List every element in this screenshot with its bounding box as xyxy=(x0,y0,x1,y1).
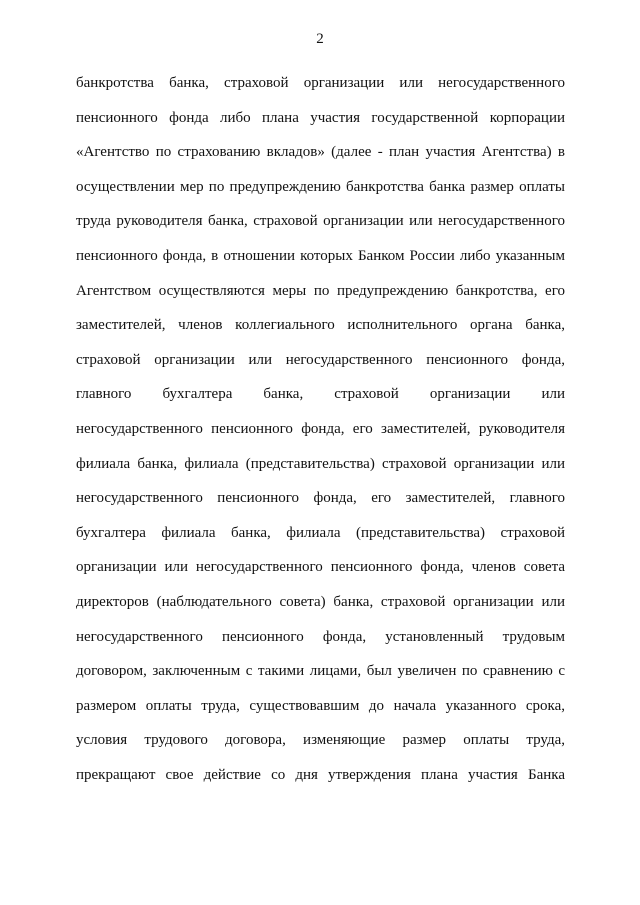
text-line: бухгалтера филиала банка, филиала (представительства) страховой xyxy=(76,524,565,541)
text-line: организации или негосударственного пенсионного фонда, членов совета xyxy=(76,559,565,576)
page-number: 2 xyxy=(316,31,324,47)
text-line: банкротства банка, страховой организации или негосударственного xyxy=(76,75,565,91)
text-line: заместителей, членов коллегиального исполнительного органа банка, xyxy=(76,317,565,334)
body-text xyxy=(76,71,565,797)
text-line: главного бухгалтера банка, страховой организации или xyxy=(76,386,565,403)
text-line: «Агентство по страхованию вкладов» (далее - план участия Агентства) в xyxy=(76,144,565,161)
text-line: размером оплаты труда, существовавшим до начала указанного срока, xyxy=(76,697,565,714)
text-line: директоров (наблюдательного совета) банка, страховой организации или xyxy=(76,593,565,610)
text-line: прекращают свое действие со дня утверждения плана участия Банка xyxy=(76,766,565,783)
text-line: пенсионного фонда либо плана участия государственной корпорации xyxy=(76,109,565,126)
text-line: Агентством осуществляются меры по предупреждению банкротства, его xyxy=(76,282,565,299)
text-line: договором, заключенным с такими лицами, был увеличен по сравнению с xyxy=(76,663,565,680)
text-line: негосударственного пенсионного фонда, установленный трудовым xyxy=(76,628,565,645)
text-line: условия трудового договора, изменяющие размер оплаты труда, xyxy=(76,732,565,749)
text-line: осуществлении мер по предупреждению банкротства банка размер оплаты xyxy=(76,178,565,195)
text-line: филиала банка, филиала (представительства) страховой организации или xyxy=(76,455,565,472)
text-line: негосударственного пенсионного фонда, его заместителей, главного xyxy=(76,490,565,507)
text-line: страховой организации или негосударственного пенсионного фонда, xyxy=(76,351,565,368)
text-line: пенсионного фонда, в отношении которых Банком России либо указанным xyxy=(76,247,565,264)
text-line: негосударственного пенсионного фонда, его заместителей, руководителя xyxy=(76,420,565,437)
text-line: труда руководителя банка, страховой организации или негосударственного xyxy=(76,213,565,230)
